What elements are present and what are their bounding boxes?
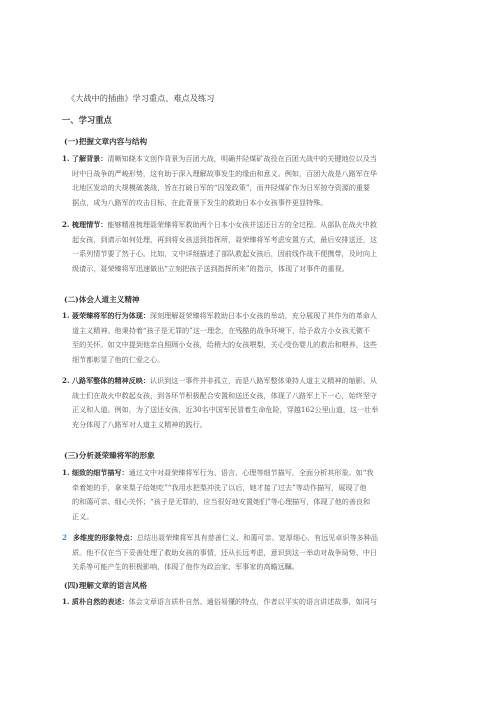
item-text: 至的关怀。如文中提到他亲自照顾小女孩，给稍大的女孩喂梨，关心受伤婴儿的救治和喂养，这些: [72, 340, 378, 350]
item-text: 通过文中对聂荣臻将军行为、语言、心理等细节描写，全面分析其形象。如“我: [128, 468, 374, 477]
list-item: [62, 595, 450, 610]
item-text: 据点，成为八路军的攻击目标，在此背景下发生的救助日本小女孩事件更显特殊。: [72, 197, 328, 207]
item-lead: . 八路军整体的精神反映：: [66, 376, 150, 385]
item-text: 认识到这一事件并非孤立，而是八路军整体秉持人道主义精神的缩影。从: [149, 376, 377, 385]
list-item: [62, 531, 450, 575]
list-item: [62, 309, 450, 367]
item-lead: . 了解背景：: [66, 154, 108, 163]
item-text: 细节都彰显了他的仁爱之心。: [72, 354, 165, 364]
item-text: 的和蔼可亲、细心关怀；“孩子是无罪的，应当很好地安置她们”等心理描写，体现了他的善良和: [72, 497, 371, 507]
subsection-heading: (四)理解文章的语言风格: [64, 581, 148, 590]
item-lead: . 质朴自然的表述：: [66, 597, 129, 606]
section-heading: 一、学习重点: [62, 115, 112, 125]
item-text: 总结出聂荣臻将军具有慈善仁义、和蔼可亲、宽厚细心、有远见卓识等多种品: [136, 533, 378, 542]
subsection-heading: (一)把握文章内容与结构: [64, 137, 148, 146]
item-text: 牵着她的手，拿来梨子给她吃”“我用水把梨冲洗了以后，她才接了过去”等动作描写，展现了他: [72, 482, 367, 492]
item-number: 2: [62, 533, 67, 542]
item-text: 一系列情节要了然于心。比如，文中详细描述了部队救起女孩后，因前线作战不便携带，及时向上: [72, 249, 378, 259]
item-lead: 多维度的形象特点：: [72, 533, 137, 542]
item-number: 1: [62, 597, 67, 606]
item-text: 能够精准梳理聂荣臻将军救助两个日本小女孩并送还日方的全过程。从部队在战火中救: [107, 220, 377, 229]
item-text: 道主义精神。他秉持着“孩子是无罪的”这一理念，在残酷的战争环境下，给予敌方小女孩无微不: [72, 325, 371, 335]
item-text: 清晰知晓本文创作背景为百团大战，明确井陉煤矿战役在百团大战中的关键地位以及当: [107, 154, 377, 163]
document-title: 《大战中的插曲》学习重点、难点及练习: [67, 93, 215, 103]
item-number: 1: [62, 468, 67, 477]
subsection-heading: (二)体会人道主义精神: [64, 295, 140, 304]
item-number: 1: [62, 154, 67, 163]
item-text: 时中日战争的严峻形势，这有助于深入理解故事发生的缘由和意义。例如，百团大战是八路军在华: [72, 168, 378, 178]
item-text: 关系等可能产生的积极影响，体现了他作为政治家、军事家的高瞻远瞩。: [72, 562, 299, 572]
item-text: 北地区发动的大规模破袭战，旨在打破日军的“囚笼政策”，而井陉煤矿作为日军掠夺资源的重要: [72, 183, 371, 193]
item-lead: . 梳理情节：: [66, 220, 108, 229]
list-item: [62, 218, 450, 276]
item-text: 级请示，聂荣臻将军迅速做出“立刻把孩子送到指挥所来”的指示，体现了对事件的重视。: [72, 263, 349, 273]
subsection-heading: (三)分析聂荣臻将军的形象: [64, 451, 155, 460]
item-lead: . 聂荣臻将军的行为体现：: [66, 311, 150, 320]
item-text: 起女孩，到请示如何处理，再到将女孩送到指挥所，聂荣臻将军考虑安置方式，最后安排送还，这: [72, 234, 378, 244]
item-text: 正义。: [72, 511, 94, 521]
list-item: [62, 374, 450, 432]
item-text: 战士们在战火中救起女孩，到各环节积极配合安置和送还女孩，体现了八路军上下一心，始终坚守: [72, 390, 378, 400]
item-lead: . 细致的细节描写：: [66, 468, 129, 477]
item-text: 深刻理解聂荣臻将军救助日本小女孩的举动，充分展现了其作为的革命人: [149, 311, 377, 320]
item-number: 2: [62, 220, 67, 229]
list-item: [62, 152, 450, 210]
item-text: 体会文章语言质朴自然、通俗易懂的特点，作者以平实的语言讲述故事，如同与: [128, 597, 377, 606]
item-number: 1: [62, 311, 67, 320]
list-item: [62, 466, 450, 524]
item-number: 2: [62, 376, 67, 385]
item-text: 质。他不仅在当下妥善处理了救助女孩的事情，还从长远考虑，意识到这一举动对战争局势、中日: [72, 547, 378, 557]
item-text: 充分体现了八路军对人道主义精神的践行。: [72, 419, 207, 429]
item-text: 正义和人道。例如，为了送还女孩，近30名中国军民冒着生命危险，穿越162公里山道，这一壮举: [72, 405, 379, 415]
